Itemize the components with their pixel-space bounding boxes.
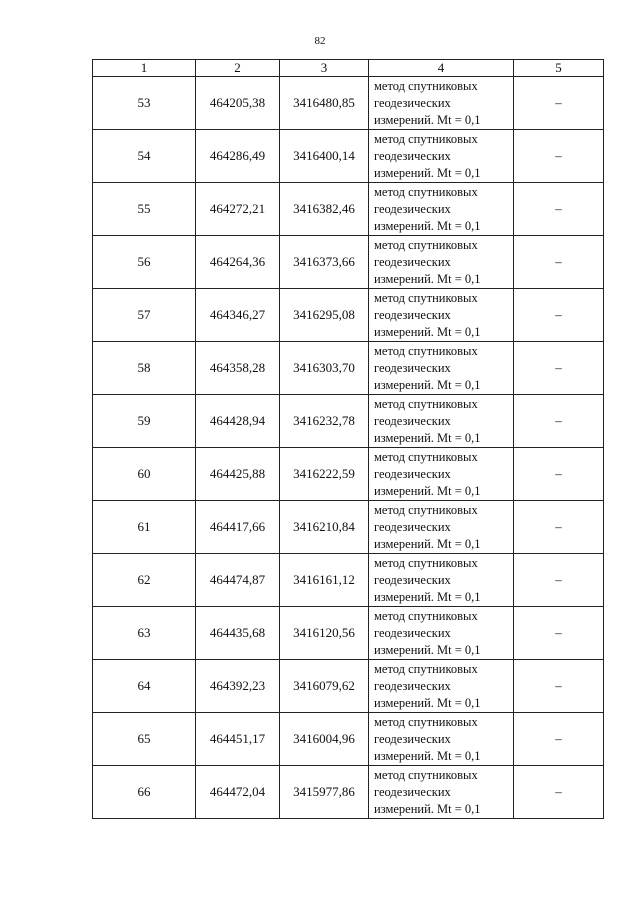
point-number-cell: 55 [93, 183, 196, 236]
table-row [93, 766, 604, 819]
method-line: геодезических [374, 784, 451, 799]
method-cell [369, 448, 514, 501]
x-coordinate-cell: 464286,49 [196, 130, 280, 183]
point-number-cell: 63 [93, 607, 196, 660]
x-coordinate-cell: 464417,66 [196, 501, 280, 554]
point-number-cell: 53 [93, 77, 196, 130]
method-line: метод спутниковых [374, 767, 478, 782]
method-line: измерений. Mt = 0,1 [374, 324, 481, 339]
value-cell: – [514, 607, 604, 660]
table-body [93, 77, 604, 819]
method-cell [369, 554, 514, 607]
y-coordinate-cell: 3416295,08 [280, 289, 369, 342]
method-line: метод спутниковых [374, 343, 478, 358]
method-line: метод спутниковых [374, 131, 478, 146]
point-number-cell: 59 [93, 395, 196, 448]
point-number-cell: 62 [93, 554, 196, 607]
table-row [93, 554, 604, 607]
column-header-4: 4 [369, 60, 514, 77]
x-coordinate-cell: 464392,23 [196, 660, 280, 713]
method-cell [369, 77, 514, 130]
method-line: измерений. Mt = 0,1 [374, 377, 481, 392]
coordinates-table [92, 59, 604, 819]
table-row [93, 395, 604, 448]
value-cell: – [514, 395, 604, 448]
method-cell [369, 713, 514, 766]
point-number-cell: 58 [93, 342, 196, 395]
method-line: геодезических [374, 148, 451, 163]
method-line: геодезических [374, 572, 451, 587]
column-header-3: 3 [280, 60, 369, 77]
x-coordinate-cell: 464428,94 [196, 395, 280, 448]
column-header-2: 2 [196, 60, 280, 77]
page-number: 82 [314, 35, 326, 47]
method-line: измерений. Mt = 0,1 [374, 642, 481, 657]
value-cell: – [514, 501, 604, 554]
x-coordinate-cell: 464425,88 [196, 448, 280, 501]
method-cell [369, 236, 514, 289]
x-coordinate-cell: 464272,21 [196, 183, 280, 236]
y-coordinate-cell: 3416373,66 [280, 236, 369, 289]
table-row [93, 607, 604, 660]
x-coordinate-cell: 464474,87 [196, 554, 280, 607]
method-line: геодезических [374, 519, 451, 534]
method-line: метод спутниковых [374, 502, 478, 517]
method-line: метод спутниковых [374, 184, 478, 199]
y-coordinate-cell: 3416382,46 [280, 183, 369, 236]
value-cell: – [514, 183, 604, 236]
value-cell: – [514, 713, 604, 766]
y-coordinate-cell: 3416004,96 [280, 713, 369, 766]
method-line: геодезических [374, 731, 451, 746]
table-row [93, 342, 604, 395]
method-line: измерений. Mt = 0,1 [374, 483, 481, 498]
y-coordinate-cell: 3416400,14 [280, 130, 369, 183]
table-header-row [93, 60, 604, 77]
method-line: измерений. Mt = 0,1 [374, 536, 481, 551]
x-coordinate-cell: 464358,28 [196, 342, 280, 395]
table-row [93, 130, 604, 183]
method-line: измерений. Mt = 0,1 [374, 748, 481, 763]
method-line: геодезических [374, 201, 451, 216]
x-coordinate-cell: 464435,68 [196, 607, 280, 660]
method-line: геодезических [374, 625, 451, 640]
value-cell: – [514, 77, 604, 130]
method-line: измерений. Mt = 0,1 [374, 165, 481, 180]
point-number-cell: 66 [93, 766, 196, 819]
value-cell: – [514, 342, 604, 395]
y-coordinate-cell: 3416232,78 [280, 395, 369, 448]
point-number-cell: 64 [93, 660, 196, 713]
method-line: геодезических [374, 678, 451, 693]
method-line: метод спутниковых [374, 290, 478, 305]
method-line: метод спутниковых [374, 608, 478, 623]
method-line: измерений. Mt = 0,1 [374, 218, 481, 233]
table-row [93, 236, 604, 289]
method-line: измерений. Mt = 0,1 [374, 430, 481, 445]
method-line: геодезических [374, 413, 451, 428]
column-header-5: 5 [514, 60, 604, 77]
value-cell: – [514, 448, 604, 501]
method-line: измерений. Mt = 0,1 [374, 112, 481, 127]
method-line: измерений. Mt = 0,1 [374, 589, 481, 604]
y-coordinate-cell: 3416303,70 [280, 342, 369, 395]
method-cell [369, 130, 514, 183]
y-coordinate-cell: 3416120,56 [280, 607, 369, 660]
table-row [93, 448, 604, 501]
value-cell: – [514, 660, 604, 713]
method-line: метод спутниковых [374, 396, 478, 411]
method-line: геодезических [374, 254, 451, 269]
column-header-1: 1 [93, 60, 196, 77]
method-line: геодезических [374, 466, 451, 481]
y-coordinate-cell: 3415977,86 [280, 766, 369, 819]
y-coordinate-cell: 3416222,59 [280, 448, 369, 501]
value-cell: – [514, 766, 604, 819]
y-coordinate-cell: 3416480,85 [280, 77, 369, 130]
value-cell: – [514, 236, 604, 289]
table-row [93, 183, 604, 236]
point-number-cell: 60 [93, 448, 196, 501]
method-cell [369, 766, 514, 819]
method-line: геодезических [374, 95, 451, 110]
table-row [93, 501, 604, 554]
value-cell: – [514, 554, 604, 607]
x-coordinate-cell: 464205,38 [196, 77, 280, 130]
y-coordinate-cell: 3416079,62 [280, 660, 369, 713]
method-cell [369, 501, 514, 554]
table-row [93, 289, 604, 342]
method-line: метод спутниковых [374, 78, 478, 93]
method-line: измерений. Mt = 0,1 [374, 801, 481, 816]
point-number-cell: 54 [93, 130, 196, 183]
x-coordinate-cell: 464472,04 [196, 766, 280, 819]
method-line: метод спутниковых [374, 555, 478, 570]
table-row [93, 660, 604, 713]
method-line: метод спутниковых [374, 237, 478, 252]
point-number-cell: 65 [93, 713, 196, 766]
y-coordinate-cell: 3416210,84 [280, 501, 369, 554]
method-cell [369, 607, 514, 660]
method-line: метод спутниковых [374, 714, 478, 729]
method-line: геодезических [374, 360, 451, 375]
point-number-cell: 56 [93, 236, 196, 289]
value-cell: – [514, 130, 604, 183]
point-number-cell: 57 [93, 289, 196, 342]
method-line: измерений. Mt = 0,1 [374, 695, 481, 710]
method-line: измерений. Mt = 0,1 [374, 271, 481, 286]
method-cell [369, 183, 514, 236]
table-row [93, 77, 604, 130]
method-line: геодезических [374, 307, 451, 322]
method-line: метод спутниковых [374, 661, 478, 676]
x-coordinate-cell: 464451,17 [196, 713, 280, 766]
method-cell [369, 395, 514, 448]
table-row [93, 713, 604, 766]
point-number-cell: 61 [93, 501, 196, 554]
method-cell [369, 660, 514, 713]
value-cell: – [514, 289, 604, 342]
method-cell [369, 342, 514, 395]
x-coordinate-cell: 464346,27 [196, 289, 280, 342]
x-coordinate-cell: 464264,36 [196, 236, 280, 289]
method-cell [369, 289, 514, 342]
method-line: метод спутниковых [374, 449, 478, 464]
y-coordinate-cell: 3416161,12 [280, 554, 369, 607]
